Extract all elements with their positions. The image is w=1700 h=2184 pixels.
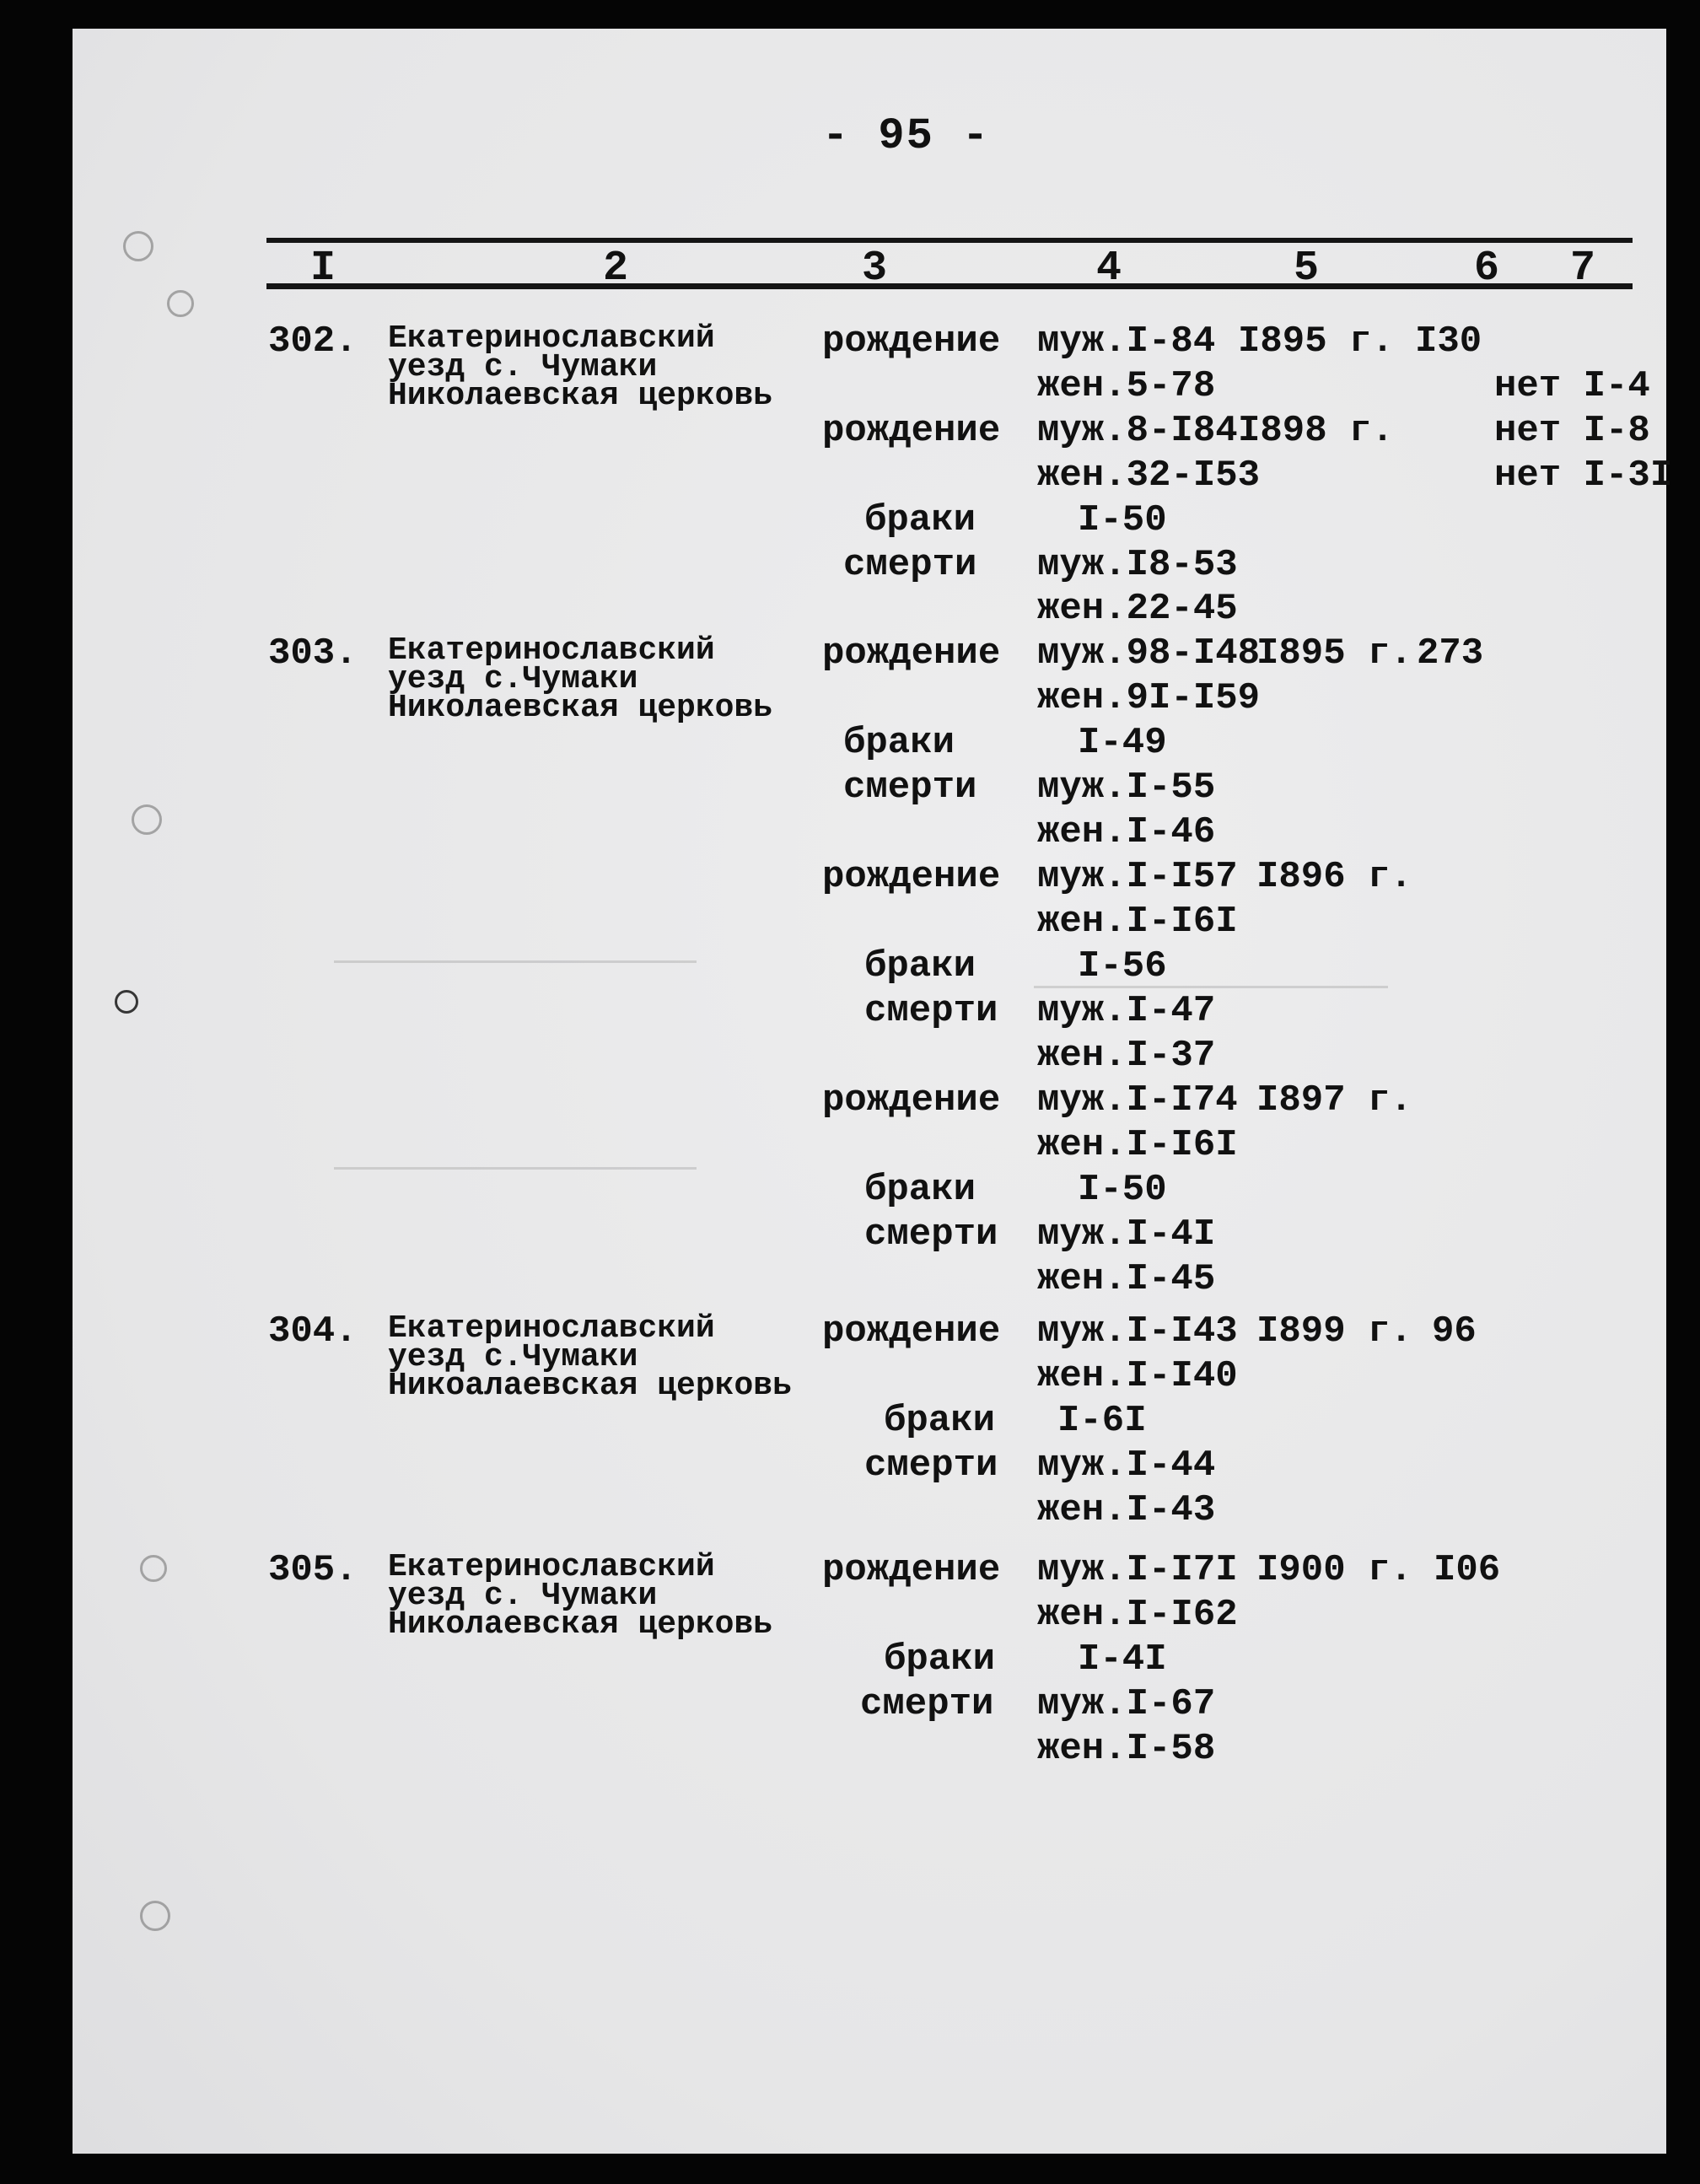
- binder-hole-mark: [132, 804, 162, 835]
- place-line: Екатеринославский: [388, 1549, 715, 1585]
- record-type: браки: [884, 1400, 996, 1442]
- column-header-4: 4: [1096, 245, 1122, 293]
- entry-place: [388, 632, 773, 726]
- record-type: смерти: [843, 767, 977, 809]
- record-type: смерти: [864, 1213, 998, 1256]
- record-type: рождение: [822, 856, 1001, 898]
- record-range: жен.5-78: [1037, 365, 1216, 407]
- record-missing: нет I-4: [1494, 365, 1650, 407]
- entry-number: 302.: [268, 320, 358, 363]
- place-line: уезд с.Чумаки: [388, 661, 638, 697]
- entry-number: 305.: [268, 1549, 358, 1591]
- record-range: жен.I-I40: [1037, 1355, 1238, 1397]
- binder-hole-mark: [115, 990, 138, 1014]
- column-header-3: 3: [862, 245, 888, 293]
- record-range: муж.I-67: [1037, 1683, 1216, 1725]
- record-count: I06: [1434, 1549, 1501, 1591]
- place-line: Никоалаевская церковь: [388, 1368, 792, 1404]
- record-range: жен.I-58: [1037, 1728, 1216, 1770]
- record-year: I895 г.: [1256, 632, 1412, 675]
- record-range: жен.I-46: [1037, 811, 1216, 853]
- column-header-5: 5: [1294, 245, 1320, 293]
- record-range: жен.I-I62: [1037, 1594, 1238, 1636]
- column-header-1: I: [310, 245, 336, 293]
- record-missing: нет I-8: [1494, 410, 1650, 452]
- record-range: муж.I-4I: [1037, 1213, 1216, 1256]
- record-year: I897 г.: [1256, 1079, 1412, 1122]
- record-range: муж.I-I74: [1037, 1079, 1238, 1122]
- record-range: жен.9I-I59: [1037, 677, 1261, 719]
- record-type: браки: [884, 1638, 996, 1681]
- binder-hole-mark: [167, 290, 194, 317]
- bleed-through-line: [334, 960, 697, 963]
- entry-place: [388, 320, 773, 414]
- entry-place: [388, 1310, 792, 1404]
- record-range: I-49: [1078, 722, 1167, 764]
- record-range: муж.98-I48: [1037, 632, 1261, 675]
- record-type: рождение: [822, 1310, 1001, 1353]
- record-type: браки: [843, 722, 955, 764]
- table-header-rule: [266, 283, 1633, 289]
- record-count: 96: [1432, 1310, 1477, 1353]
- column-header-6: 6: [1474, 245, 1500, 293]
- place-line: Николаевская церковь: [388, 378, 773, 414]
- record-type: рождение: [822, 1079, 1001, 1122]
- record-range: муж.I-55: [1037, 767, 1216, 809]
- record-type: рождение: [822, 632, 1001, 675]
- record-type: браки: [864, 945, 976, 987]
- column-header-2: 2: [603, 245, 629, 293]
- record-type: браки: [864, 499, 976, 541]
- place-line: Николаевская церковь: [388, 1606, 773, 1643]
- record-count: I30: [1415, 320, 1482, 363]
- table-top-rule: [266, 238, 1633, 243]
- place-line: Николаевская церковь: [388, 690, 773, 726]
- record-type: рождение: [822, 1549, 1001, 1591]
- binder-hole-mark: [140, 1555, 167, 1582]
- column-header-7: 7: [1570, 245, 1596, 293]
- place-line: уезд с. Чумаки: [388, 349, 658, 385]
- record-range: муж.I8-53: [1037, 544, 1238, 586]
- entry-number: 304.: [268, 1310, 358, 1353]
- binder-hole-mark: [123, 231, 153, 261]
- record-range: жен.32-I53: [1037, 455, 1261, 497]
- record-year: I900 г.: [1256, 1549, 1412, 1591]
- record-range: жен.I-37: [1037, 1035, 1216, 1077]
- record-range: жен.I-45: [1037, 1258, 1216, 1300]
- record-year: I899 г.: [1256, 1310, 1412, 1353]
- entry-number: 303.: [268, 632, 358, 675]
- record-range: жен.I-43: [1037, 1489, 1216, 1531]
- record-year: I895 г.: [1238, 320, 1394, 363]
- record-range: муж.I-47: [1037, 990, 1216, 1032]
- record-range: муж.8-I84: [1037, 410, 1238, 452]
- record-range: I-50: [1078, 1169, 1167, 1211]
- record-range: I-56: [1078, 945, 1167, 987]
- place-line: Екатеринославский: [388, 1310, 715, 1347]
- record-range: муж.I-I57: [1037, 856, 1238, 898]
- record-range: I-50: [1078, 499, 1167, 541]
- place-line: Екатеринославский: [388, 632, 715, 669]
- record-range: жен.I-I6I: [1037, 1124, 1238, 1166]
- record-range: I-6I: [1057, 1400, 1147, 1442]
- record-range: муж.I-I7I: [1037, 1549, 1238, 1591]
- record-type: рождение: [822, 410, 1001, 452]
- place-line: уезд с.Чумаки: [388, 1339, 638, 1375]
- page-number: - 95 -: [822, 111, 991, 161]
- bleed-through-line: [334, 1167, 697, 1170]
- record-count: 273: [1417, 632, 1484, 675]
- record-missing: нет I-3I: [1494, 455, 1673, 497]
- record-range: жен.I-I6I: [1037, 901, 1238, 943]
- record-range: муж.I-84: [1037, 320, 1216, 363]
- record-year: I896 г.: [1256, 856, 1412, 898]
- record-type: смерти: [864, 1444, 998, 1487]
- binder-hole-mark: [140, 1901, 170, 1931]
- entry-place: [388, 1549, 773, 1643]
- record-year: I898 г.: [1238, 410, 1394, 452]
- record-range: I-4I: [1078, 1638, 1167, 1681]
- record-range: муж.I-I43: [1037, 1310, 1238, 1353]
- record-type: смерти: [860, 1683, 994, 1725]
- record-range: жен.22-45: [1037, 588, 1238, 630]
- place-line: Екатеринославский: [388, 320, 715, 357]
- record-type: рождение: [822, 320, 1001, 363]
- record-type: браки: [864, 1169, 976, 1211]
- record-type: смерти: [864, 990, 998, 1032]
- place-line: уезд с. Чумаки: [388, 1578, 658, 1614]
- record-range: муж.I-44: [1037, 1444, 1216, 1487]
- record-type: смерти: [843, 544, 977, 586]
